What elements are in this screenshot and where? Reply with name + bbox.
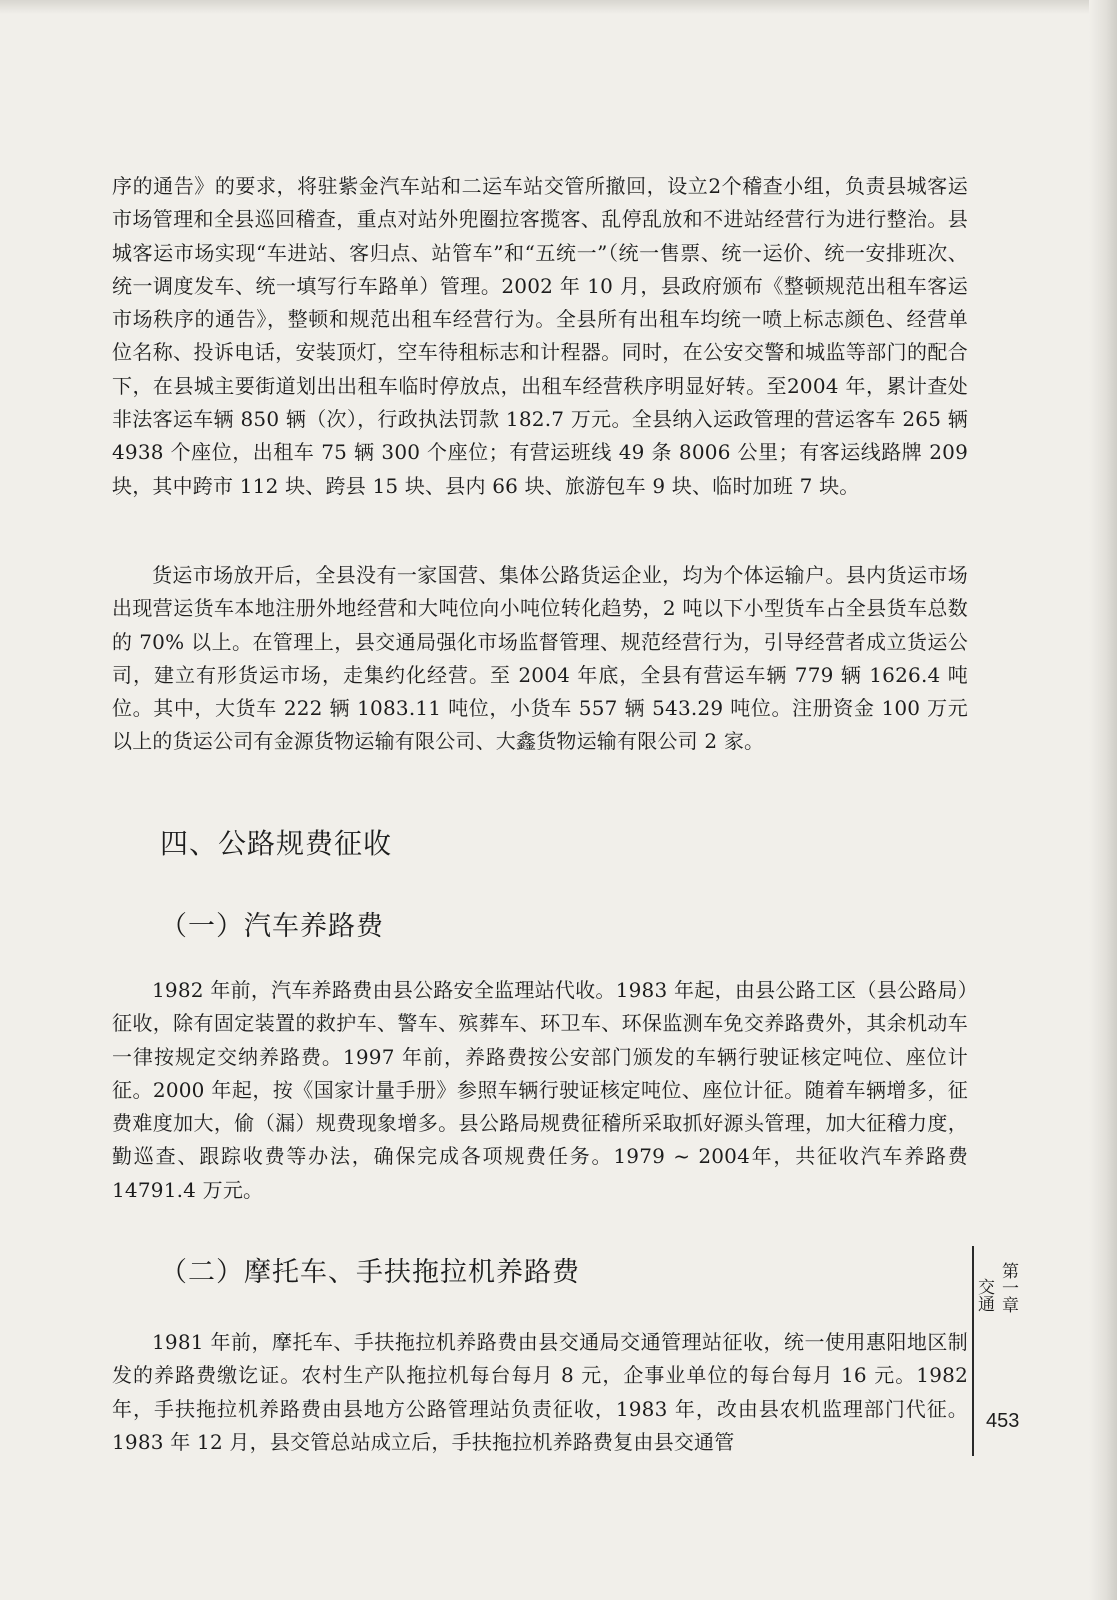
page-right-edge-shadow: [1089, 0, 1117, 1600]
paragraph-motorcycle-tractor-fee: 1981 年前，摩托车、手扶拖拉机养路费由县交通局交通管理站征收，统一使用惠阳地区制发的养路费缴讫证。农村生产队拖拉机每台每月 8 元，企事业单位的每台每月 16 元。1982 年，手扶拖拉机养路费由县地方公路管理站负责征收，1983 年，改由县农机监理部门代征。1983 年 12 月，县交管总站成立后，手扶拖拉机养路费复由县交通管: [112, 1330, 968, 1454]
subheading-vehicle-road-maintenance-fee: （一）汽车养路费: [160, 911, 384, 942]
paragraph-passenger-market: 序的通告》的要求，将驻紫金汽车站和二运车站交管所撤回，设立2个稽查小组，负责县城客运市场管理和全县巡回稽查，重点对站外兜圈拉客揽客、乱停乱放和不进站经营行为进行整治。县城客运市场实现“车进站、客归点、站管车”和“五统一”（统一售票、统一运价、统一安排班次、统一调度发车、统一填写行车路单）管理。2002 年 10 月，县政府颁布《整顿规范出租车客运市场秩序的通告》，整顿和规范出租车经营行为。全县所有出租车均统一喷上标志颜色、经营单位名称、投诉电话，安装顶灯，空车待租标志和计程器。同时，在公安交警和城监等部门的配合下，在县城主要街道划出出租车临时停放点，出租车经营秩序明显好转。至2004 年，累计查处非法客运车辆 850 辆（次），行政执法罚款 182.7 万元。全县纳入运政管理的营运客车 265 辆 4938 个座位，出租车 75 辆 300 个座位；有营运班线 49 条 8006 公里；有客运线路牌 209 块，其中跨市 112 块、跨县 15 块、县内 66 块、旅游包车 9 块、临时加班 7 块。: [112, 174, 968, 498]
page-top-edge-shadow: [0, 0, 1117, 14]
section-heading-road-fees: 四、公路规费征收: [160, 827, 393, 860]
paragraph-vehicle-road-fee: 1982 年前，汽车养路费由县公路安全监理站代收。1983 年起，由县公路工区（县公路局）征收，除有固定装置的救护车、警车、殡葬车、环卫车、环保监测车免交养路费外，其余机动车一律按规定交纳养路费。1997 年前，养路费按公安部门颁发的车辆行驶证核定吨位、座位计征。2000 年起，按《国家计量手册》参照车辆行驶证核定吨位、座位计征。随着车辆增多，征费难度加大，偷（漏）规费现象增多。县公路局规费征稽所采取抓好源头管理，加大征稽力度，勤巡查、跟踪收费等办法，确保完成各项规费任务。1979 ~ 2004年，共征收汽车养路费 14791.4 万元。: [112, 978, 968, 1202]
paragraph-freight-market: 货运市场放开后，全县没有一家国营、集体公路货运企业，均为个体运输户。县内货运市场出现营运货车本地注册外地经营和大吨位向小吨位转化趋势，2 吨以下小型货车占全县货车总数的 70% 以上。在管理上，县交通局强化市场监督管理、规范经营行为，引导经营者成立货运公司，建立有形货运市场，走集约化经营。至 2004 年底，全县有营运车辆 779 辆 1626.4 吨位。其中，大货车 222 辆 1083.11 吨位，小货车 557 辆 543.29 吨位。注册资金 100 万元以上的货运公司有金源货物运输有限公司、大鑫货物运输有限公司 2 家。: [112, 563, 968, 754]
page-number: 453: [986, 1410, 1020, 1432]
chapter-label: 第一章: [998, 1262, 1018, 1313]
subheading-motorcycle-tractor-fee: （二）摩托车、手扶拖拉机养路费: [160, 1257, 580, 1288]
chapter-topic: 交通: [974, 1277, 994, 1312]
chapter-marker: [974, 1262, 1020, 1313]
